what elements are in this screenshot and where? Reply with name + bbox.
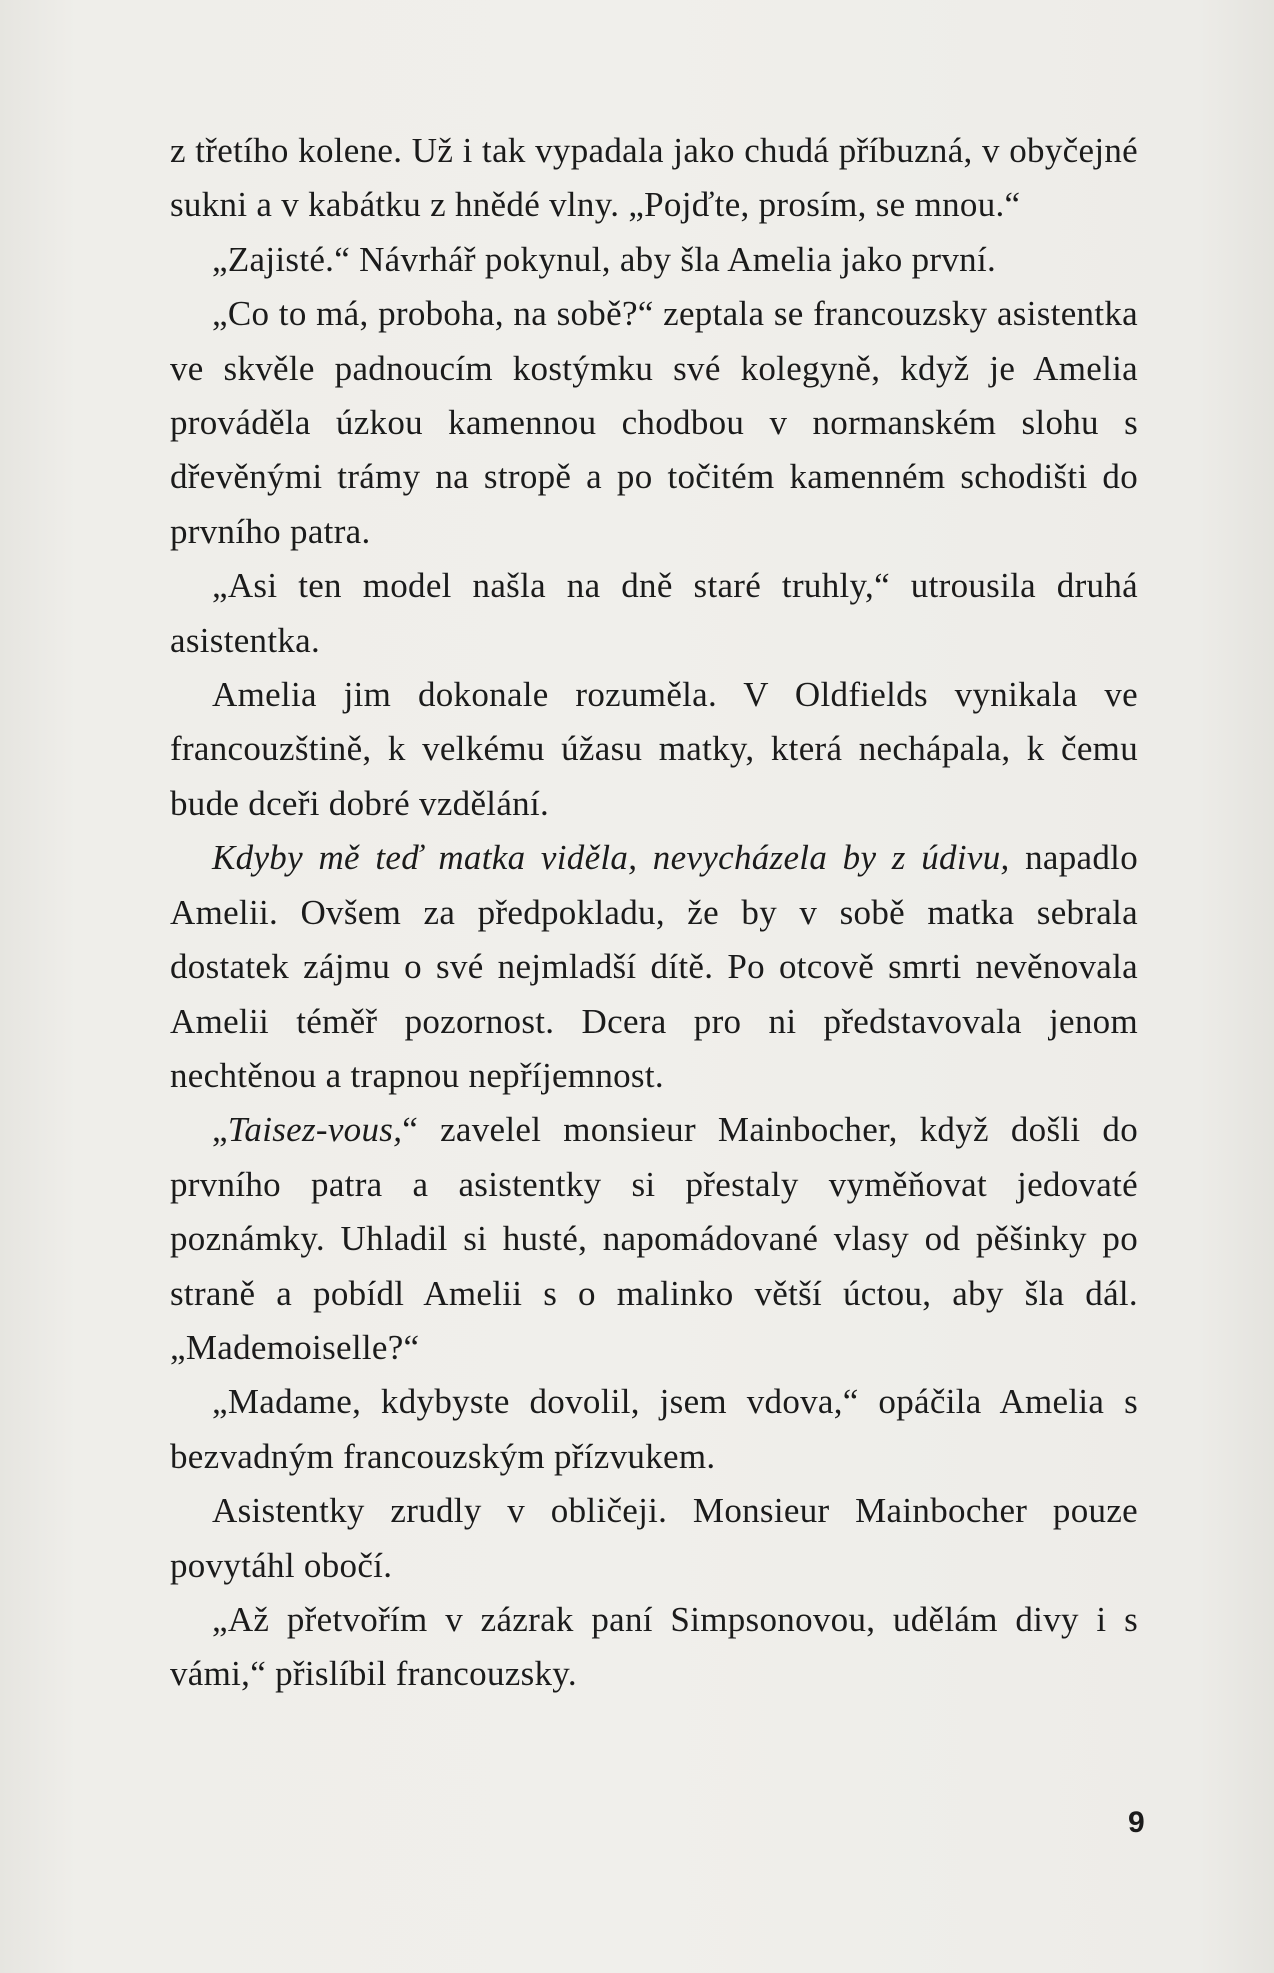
italic-french-phrase: Taisez-vous, <box>227 1110 403 1150</box>
paragraph-4: „Asi ten model našla na dně staré truhly,“ utrousila druhá asistentka. <box>170 566 1138 660</box>
paragraph-9: Asistentky zrudly v obličeji. Monsieur Mainbocher pouze povytáhl obočí. <box>170 1491 1138 1585</box>
paragraph-10: „Až přetvořím v zázrak paní Simpsonovou, udělám divy i s vámi,“ přislíbil francouzsky. <box>170 1599 1138 1694</box>
paragraph-1: z třetího kolene. Už i tak vypadala jako chudá příbuzná, v obyčejné sukni a v kabátku z hnědé vlny. „Pojďte, prosím, se mnou.“ <box>170 131 1138 225</box>
paragraph-2: „Zajisté.“ Návrhář pokynul, aby šla Amelia jako první. <box>212 239 997 279</box>
body-text <box>170 124 1138 1702</box>
paragraph-7 <box>170 1103 1138 1375</box>
opening-quote: „ <box>212 1110 228 1150</box>
page-number: 9 <box>1128 1806 1145 1839</box>
paragraph-6-rest: napadlo Amelii. Ovšem za předpokladu, že by v sobě matka sebrala dostatek zájmu o své nejmladší dítě. Po otcově smrti nevěnovala Amelii téměř pozornost. Dcera pro ni představovala jenom nechtěnou a trapnou nepříjemnost. <box>170 838 1138 1095</box>
paragraph-8: „Madame, kdybyste dovolil, jsem vdova,“ opáčila Amelia s bezvadným francouzským přízvukem. <box>170 1382 1138 1476</box>
paragraph-6 <box>170 831 1138 1103</box>
italic-thought: Kdyby mě teď matka viděla, nevycházela by z údivu, <box>212 838 1010 878</box>
paragraph-7-rest: “ zavelel monsieur Mainbocher, když došli do prvního patra a asistentky si přestaly vyměňovat jedovaté poznámky. Uhladil si husté, napomádované vlasy od pěšinky po straně a pobídl Amelii s o malinko větší úctou, aby šla dál. „Mademoiselle?“ <box>170 1110 1138 1367</box>
paragraph-5: Amelia jim dokonale rozuměla. V Oldfields vynikala ve francouzštině, k velkému úžasu matky, která nechápala, k čemu bude dceři dobré vzdělání. <box>170 675 1138 823</box>
paragraph-3: „Co to má, proboha, na sobě?“ zeptala se francouzsky asistentka ve skvěle padnoucím kostýmku své kolegyně, když je Amelia prováděla úzkou kamennou chodbou v normanském slohu s dřevěnými trámy na stropě a po točitém kamenném schodišti do prvního patra. <box>170 294 1138 551</box>
